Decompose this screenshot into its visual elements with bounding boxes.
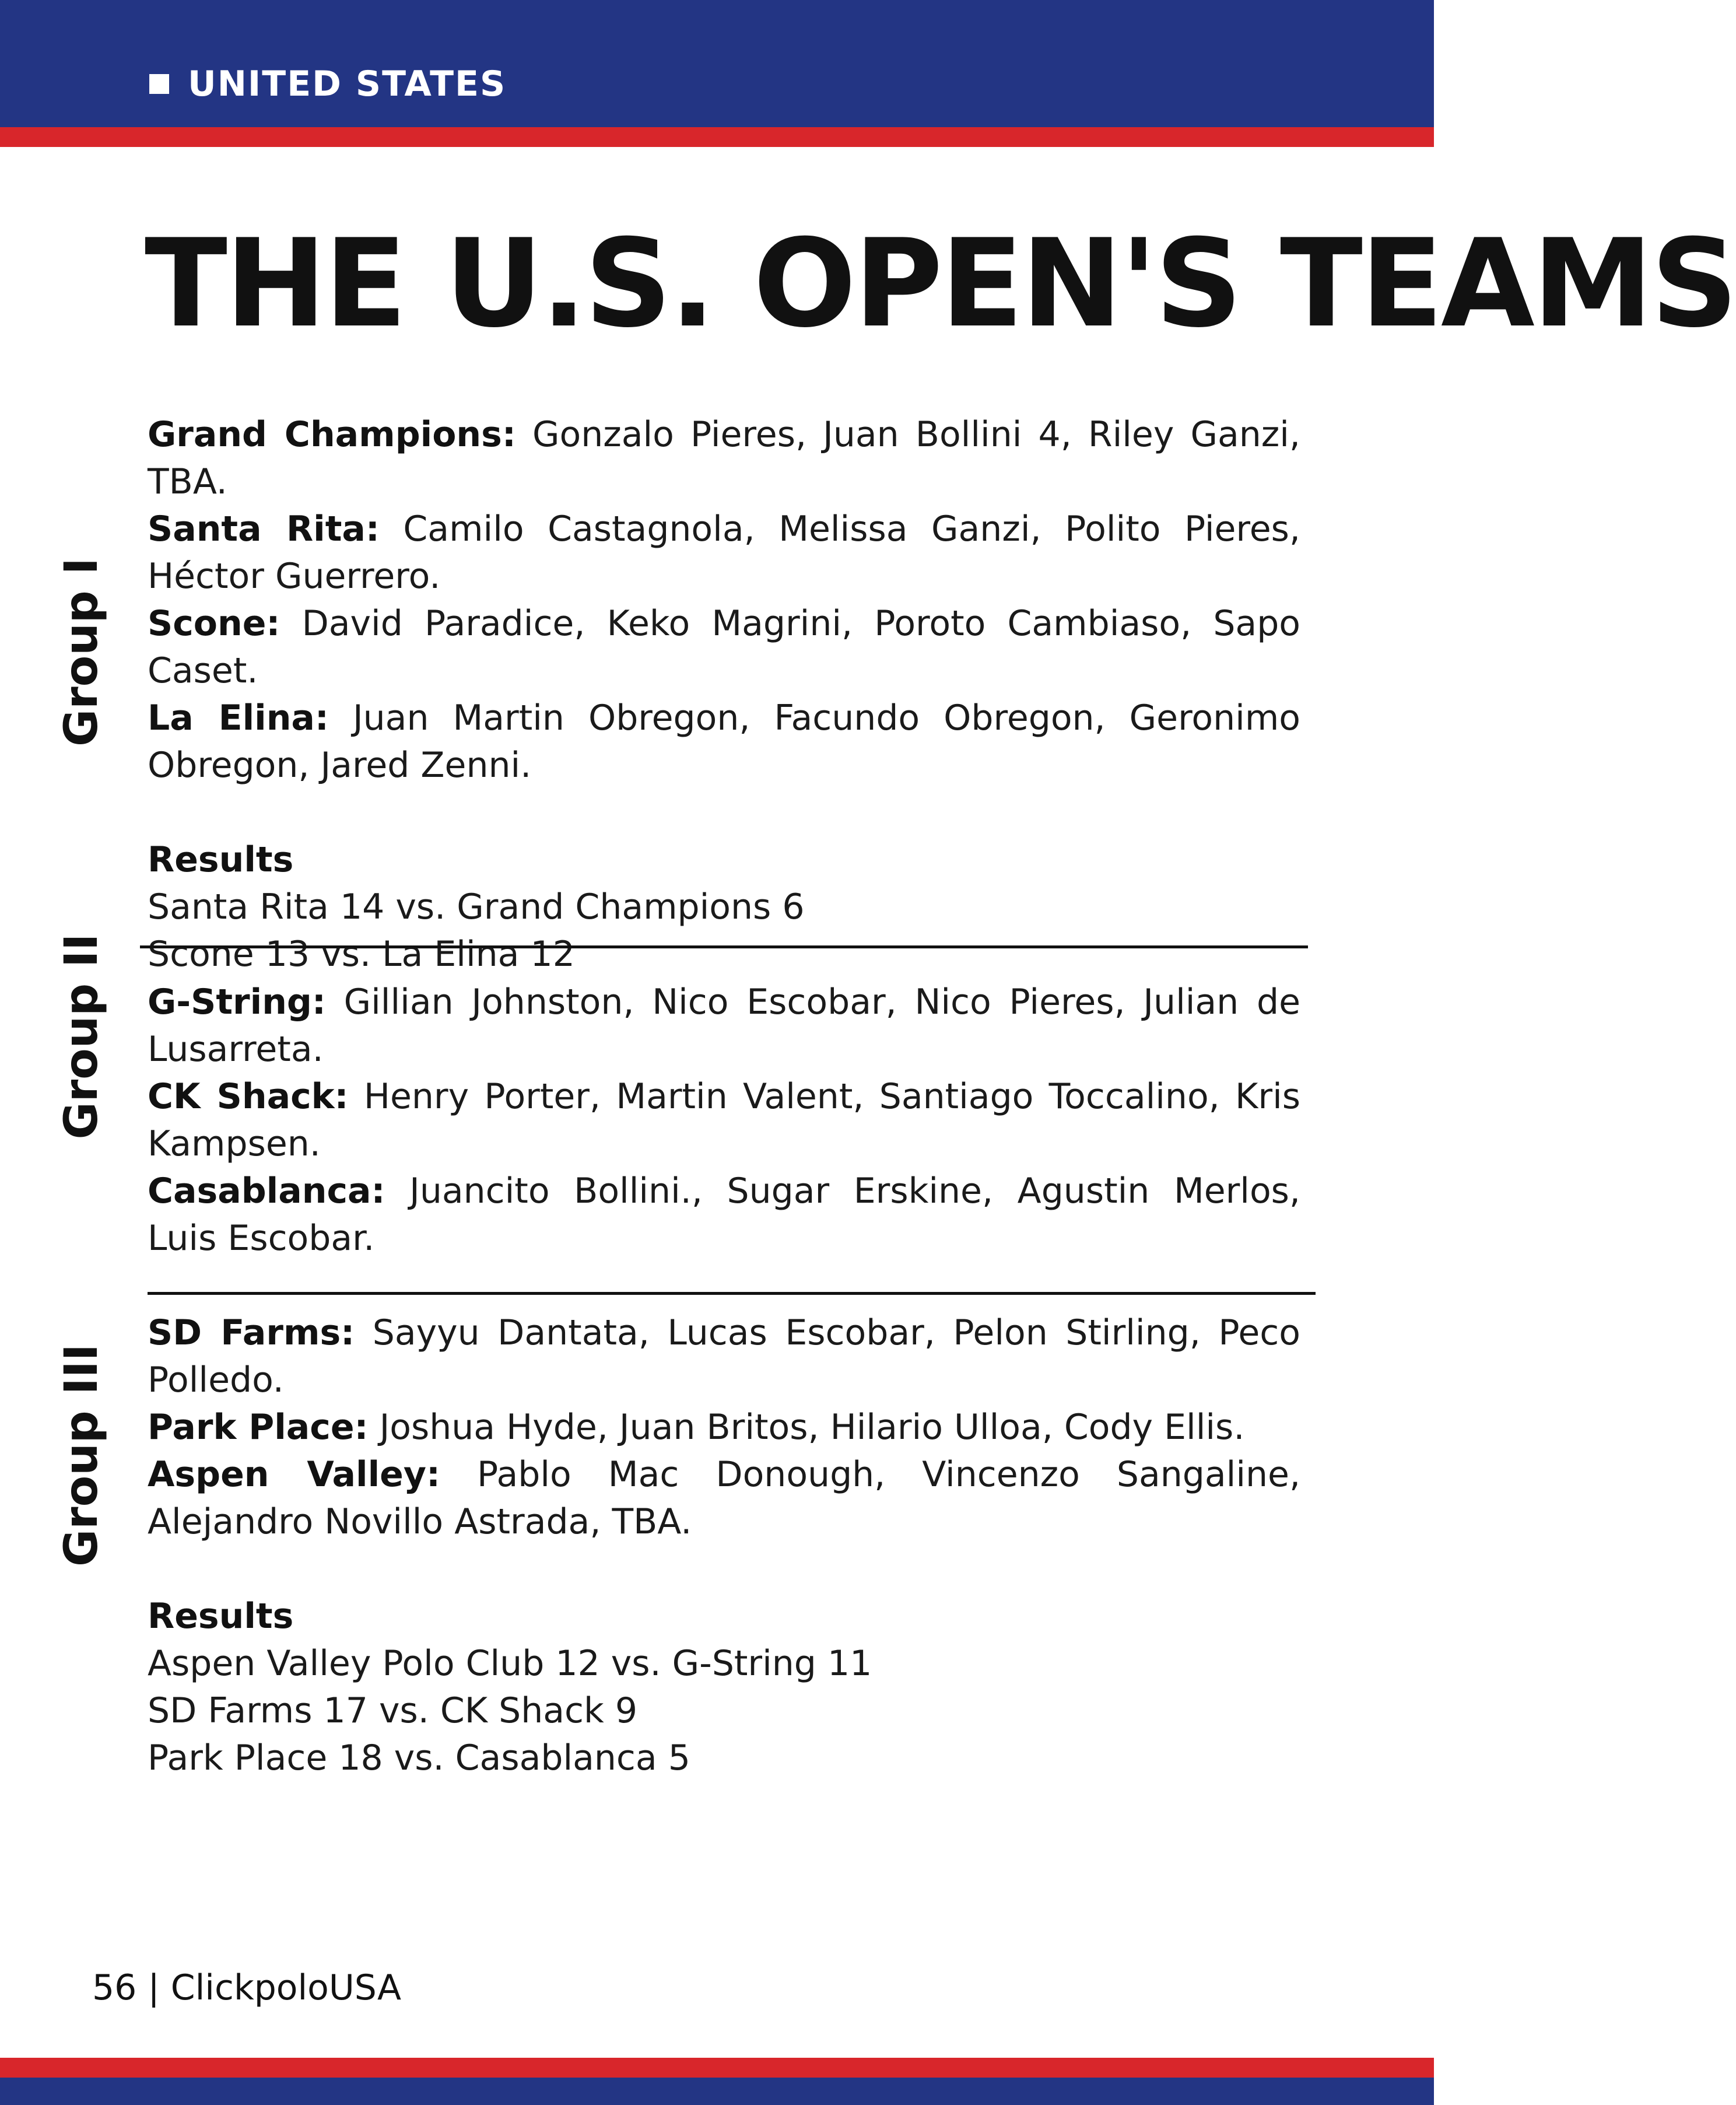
- team-players: Gillian Johnston, Nico Escobar, Nico Pieres, Julian de Lusarreta.: [148, 982, 1300, 1070]
- team-name: CK Shack:: [148, 1076, 349, 1117]
- team-entry: [148, 695, 1300, 789]
- team-entry: [148, 1451, 1300, 1546]
- group-label-2: Group II: [55, 933, 108, 1140]
- team-entry: [148, 506, 1300, 600]
- group-1-block: [148, 411, 1300, 978]
- team-entry: [148, 1073, 1300, 1168]
- team-players: Joshua Hyde, Juan Britos, Hilario Ulloa, Cody Ellis.: [368, 1407, 1245, 1448]
- team-name: Santa Rita:: [148, 509, 380, 549]
- page-footer: [92, 1962, 401, 2014]
- team-name: Aspen Valley:: [148, 1454, 440, 1495]
- group-divider: [140, 945, 1308, 948]
- team-entry: [148, 979, 1300, 1073]
- team-name: SD Farms:: [148, 1312, 355, 1353]
- footer-separator: |: [148, 1967, 160, 2008]
- page-title: THE U.S. OPEN'S TEAMS: [145, 213, 1736, 355]
- team-name: Scone:: [148, 603, 280, 644]
- section-label: UNITED STATES: [188, 64, 507, 104]
- team-name: G-String:: [148, 982, 326, 1022]
- footer-red-stripe: [0, 2058, 1434, 2078]
- team-players: Juan Martin Obregon, Facundo Obregon, Geronimo Obregon, Jared Zenni.: [148, 698, 1300, 786]
- team-name: Grand Champions:: [148, 414, 516, 455]
- group-label-3: Group III: [55, 1344, 108, 1567]
- team-players: Sayyu Dantata, Lucas Escobar, Pelon Stirling, Peco Polledo.: [148, 1312, 1300, 1400]
- group-2-block: [148, 979, 1300, 1262]
- team-entry: [148, 600, 1300, 695]
- header-red-stripe: [0, 127, 1434, 147]
- team-entry: [148, 411, 1300, 506]
- group-3-block: [148, 1309, 1300, 1782]
- group-divider: [148, 1292, 1316, 1295]
- team-name: Casablanca:: [148, 1171, 385, 1211]
- team-players: Pablo Mac Donough, Vincenzo Sangaline, Alejandro Novillo Astrada, TBA.: [148, 1454, 1301, 1542]
- team-players: David Paradice, Keko Magrini, Poroto Cambiaso, Sapo Caset.: [148, 603, 1300, 691]
- team-entry: [148, 1309, 1300, 1404]
- result-line: Aspen Valley Polo Club 12 vs. G-String 11: [148, 1643, 872, 1684]
- result-line: Park Place 18 vs. Casablanca 5: [148, 1738, 690, 1778]
- result-line: SD Farms 17 vs. CK Shack 9: [148, 1690, 638, 1731]
- results-heading: Results: [148, 1596, 294, 1637]
- group-label-1: Group I: [55, 558, 108, 747]
- team-players: Camilo Castagnola, Melissa Ganzi, Polito Pieres, Héctor Guerrero.: [148, 509, 1301, 597]
- footer-bar: [0, 2078, 1434, 2105]
- team-players: Henry Porter, Martin Valent, Santiago Toccalino, Kris Kampsen.: [148, 1076, 1300, 1164]
- page-number: 56: [92, 1967, 137, 2008]
- team-players: Juancito Bollini., Sugar Erskine, Agustin Merlos, Luis Escobar.: [148, 1171, 1300, 1259]
- publication-name: ClickpoloUSA: [170, 1967, 402, 2008]
- section-square-icon: [149, 74, 169, 94]
- team-name: Park Place:: [148, 1407, 369, 1448]
- team-entry: [148, 1404, 1300, 1451]
- results-heading: Results: [148, 839, 294, 880]
- team-players: Gonzalo Pieres, Juan Bollini 4, Riley Ganzi, TBA.: [148, 414, 1300, 502]
- result-line: Santa Rita 14 vs. Grand Champions 6: [148, 887, 805, 927]
- team-name: La Elina:: [148, 698, 329, 738]
- result-line: Scone 13 vs. La Elina 12: [148, 934, 575, 975]
- team-entry: [148, 1168, 1300, 1262]
